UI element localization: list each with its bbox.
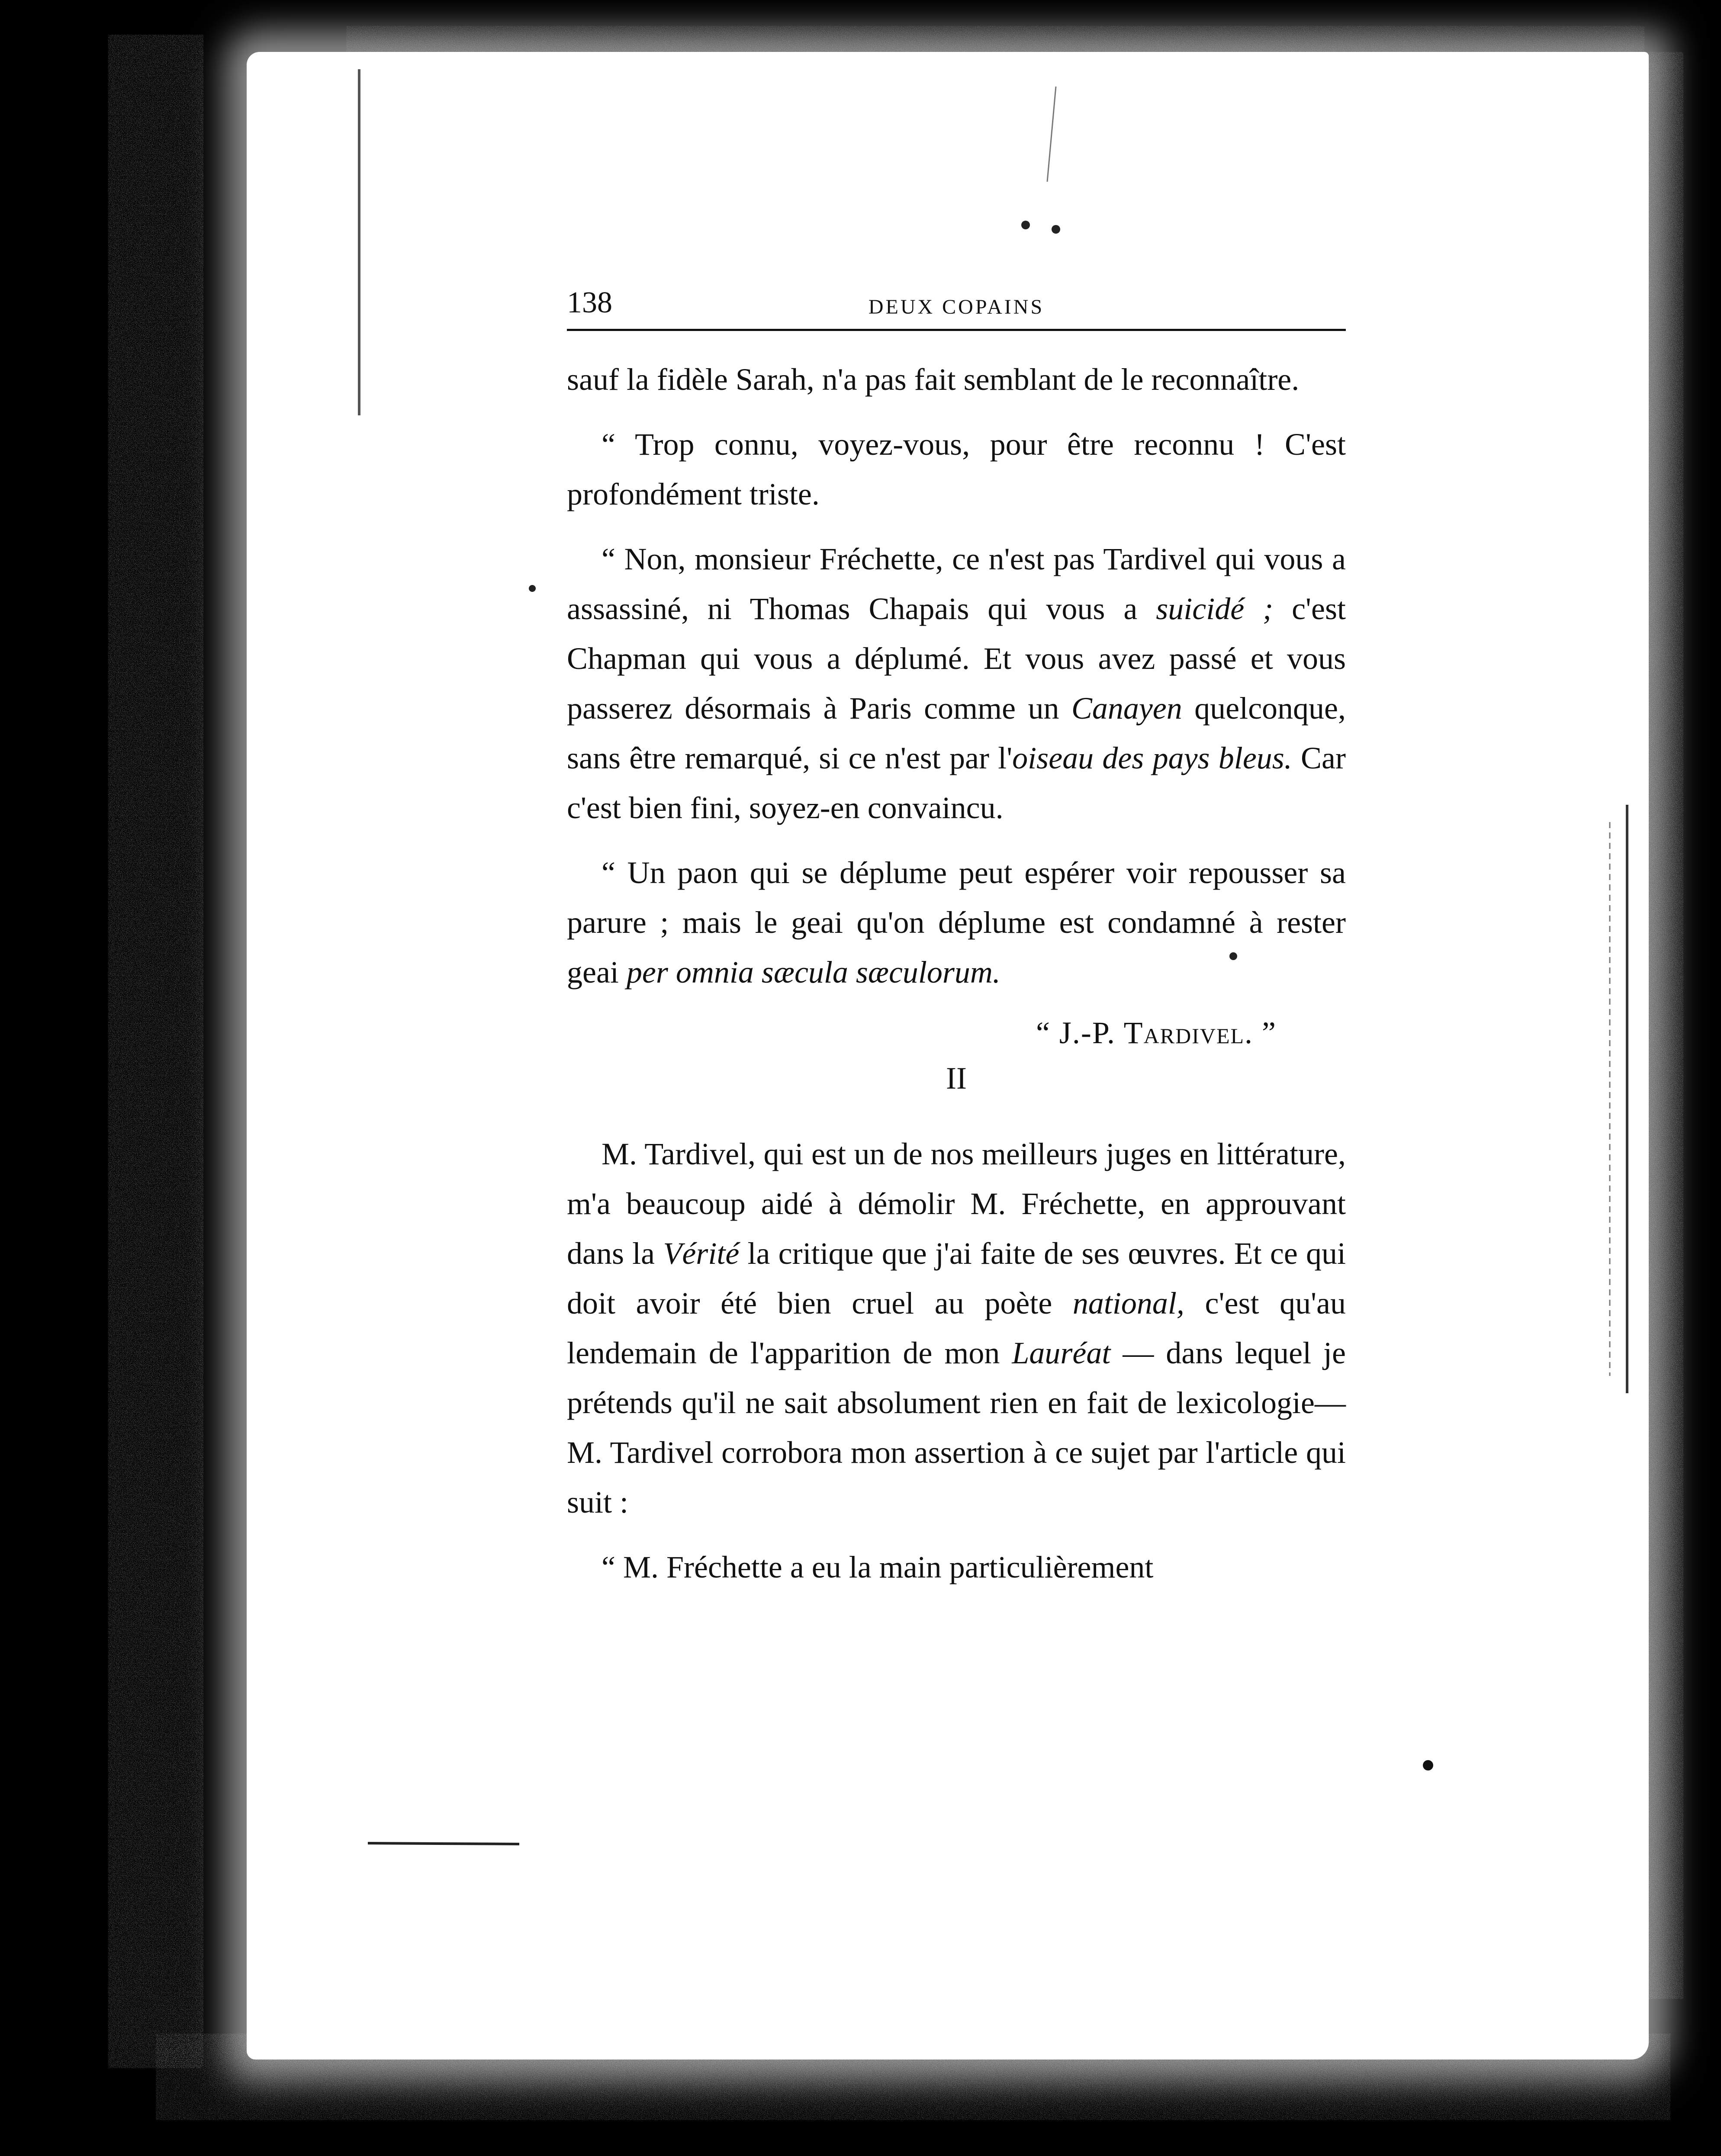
paragraph xyxy=(567,355,1346,405)
running-title: DEUX COPAINS xyxy=(868,296,1045,318)
italic-text: suicidé ; xyxy=(1156,591,1274,626)
italic-text: oiseau des pays bleus. xyxy=(1012,741,1292,775)
text-block xyxy=(567,277,1346,1607)
page-number: 138 xyxy=(567,286,612,319)
italic-text: per omnia sæcula sæculorum. xyxy=(626,955,1000,990)
text-run: la critique que j'ai faite de ses œuvres. Et ce qui doit avoir été bien cruel au poète xyxy=(567,1236,1346,1321)
text-run: quelconque, sans être remarqué, si ce n'est par l' xyxy=(567,691,1346,775)
text-run: “ Non, monsieur Fréchette, ce n'est pas Tardivel qui vous a assassiné, ni Thomas Chapais qui vous a xyxy=(567,542,1346,626)
signature xyxy=(567,1008,1346,1058)
paragraph xyxy=(567,1542,1346,1592)
italic-text: Canayen xyxy=(1071,691,1182,726)
text-run: “ Un paon qui se déplume peut espérer voir repousser sa parure ; mais le geai qu'on déplume est condamné à rester geai xyxy=(567,855,1346,990)
text-run: “ Trop connu, voyez-vous, pour être reconnu ! C'est profondément triste. xyxy=(567,427,1346,511)
paragraph xyxy=(567,1129,1346,1527)
running-head xyxy=(567,277,1346,331)
italic-text: national, xyxy=(1072,1286,1184,1321)
italic-text: Lauréat xyxy=(1012,1336,1111,1370)
text-run: M. Tardivel, qui est un de nos meilleurs juges en littérature, m'a beaucoup aidé à démolir M. Fréchette, en approuvant dans la xyxy=(567,1137,1346,1271)
text-run: c'est qu'au lendemain de l'apparition de mon xyxy=(567,1286,1346,1370)
paragraph xyxy=(567,848,1346,997)
italic-text: Vérité xyxy=(663,1236,740,1271)
section-number: II xyxy=(946,1061,967,1096)
paragraph xyxy=(567,534,1346,833)
text-run: — dans lequel je prétends qu'il ne sait absolument rien en fait de lexicologie—M. Tardivel corrobora mon assertion à ce sujet par l'article qui suit : xyxy=(567,1336,1346,1520)
text-run: c'est Chapman qui vous a déplumé. Et vous avez passé et vous passerez désormais à Paris comme un xyxy=(567,591,1346,726)
signature-text: “ J.-P. Tardivel. ” xyxy=(1036,1015,1277,1050)
text-run: “ M. Fréchette a eu la main particulièrement xyxy=(602,1550,1154,1584)
text-run: Car c'est bien fini, soyez-en convaincu. xyxy=(567,741,1346,825)
body-text xyxy=(567,355,1346,1592)
text-run: sauf la fidèle Sarah, n'a pas fait semblant de le reconnaître. xyxy=(567,362,1300,397)
paragraph xyxy=(567,420,1346,519)
